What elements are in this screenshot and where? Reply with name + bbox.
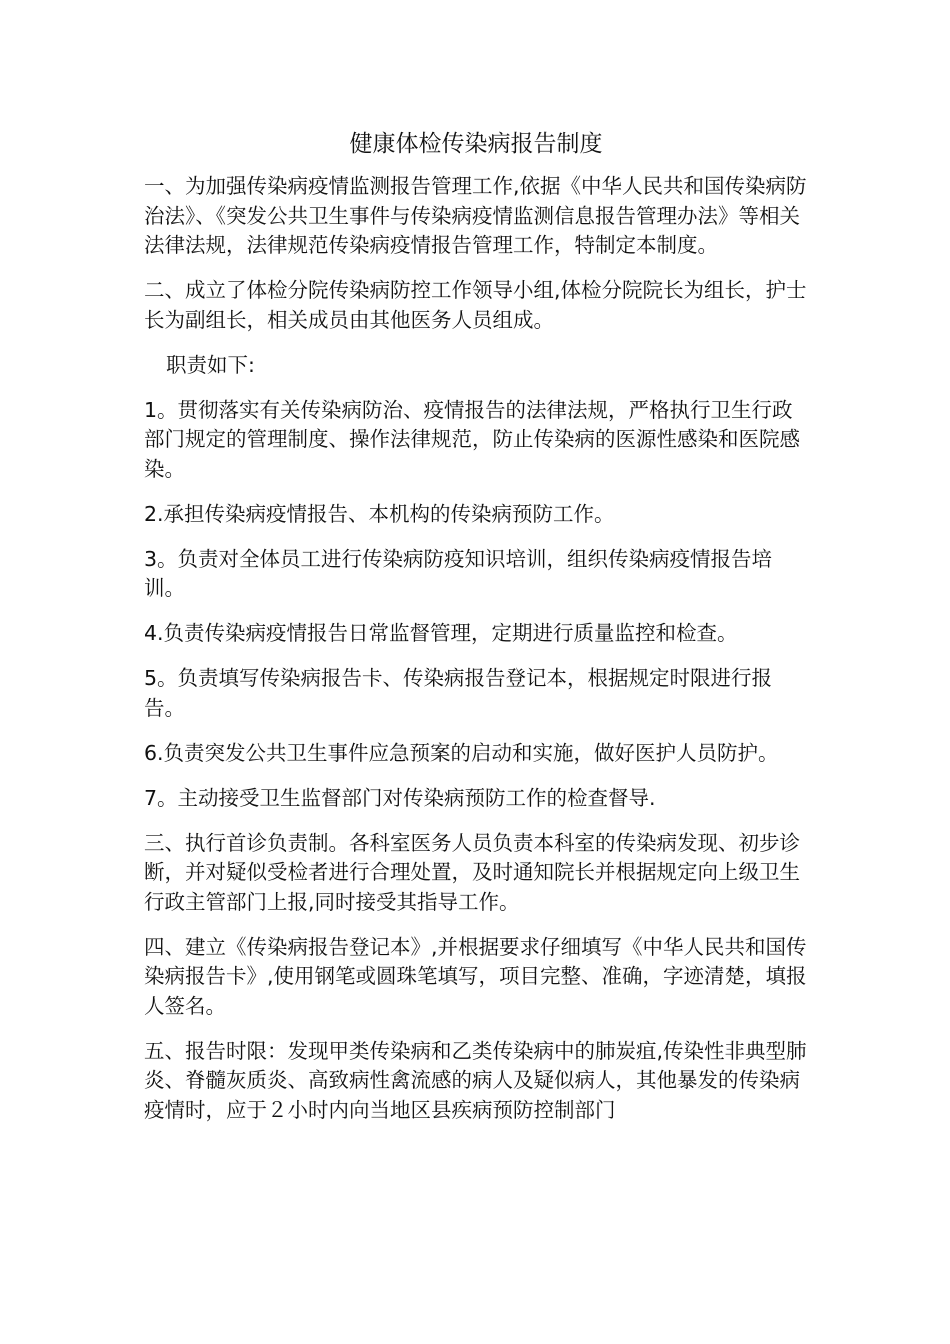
duty-item-6: 6.负责突发公共卫生事件应急预案的启动和实施，做好医护人员防护。 [144,740,779,765]
duty-item-2: 2.承担传染病疫情报告、本机构的传染病预防工作。 [144,501,615,526]
duty-item-7: 7。主动接受卫生监督部门对传染病预防工作的检查督导. [144,785,656,810]
duty-item-4: 4.负责传染病疫情报告日常监督管理，定期进行质量监控和检查。 [144,621,738,645]
paragraph-duties-heading: 职责如下: [166,352,255,377]
duty-item-5: 5。负责填写传染病报告卡、传染病报告登记本，根据规定时限进行报告。 [144,666,773,720]
duty-item-1: 1。贯彻落实有关传染病防治、疫情报告的法律法规，严格执行卫生行政部门规定的管理制度、操作法律规范，防止传染病的医源性感染和医院感染。 [144,397,800,481]
paragraph-registration: 四、建立《传染病报告登记本》,并根据要求仔细填写《中华人民共和国传染病报告卡》,使用钢笔或圆珠笔填写，项目完整、准确，字迹清楚，填报人签名。 [144,934,807,1018]
paragraph-basis: 一、为加强传染病疫情监测报告管理工作,依据《中华人民共和国传染病防治法》、《突发公共卫生事件与传染病疫情监测信息报告管理办法》等相关法律法规，法律规范传染病疫情报告管理工作，特制定本制度。 [144,174,807,257]
paragraph-reporting-time-limit: 五、报告时限：发现甲类传染病和乙类传染病中的肺炭疽,传染性非典型肺炎、脊髓灰质炎、高致病性禽流感的病人及疑似病人，其他暴发的传染病疫情时，应于２小时内向当地区县疾病预防控制部门 [144,1038,807,1122]
duty-item-3: 3。负责对全体员工进行传染病防疫知识培训，组织传染病疫情报告培训。 [144,546,773,600]
document-title: 健康体检传染病报告制度 [349,131,603,157]
paragraph-leading-group: 二、成立了体检分院传染病防控工作领导小组,体检分院院长为组长，护士长为副组长，相关成员由其他医务人员组成。 [144,278,807,332]
paragraph-first-diagnosis: 三、执行首诊负责制。各科室医务人员负责本科室的传染病发现、初步诊断，并对疑似受检者进行合理处置，及时通知院长并根据规定向上级卫生行政主管部门上报,同时接受其指导工作。 [144,830,800,914]
document-page [144,128,808,1141]
